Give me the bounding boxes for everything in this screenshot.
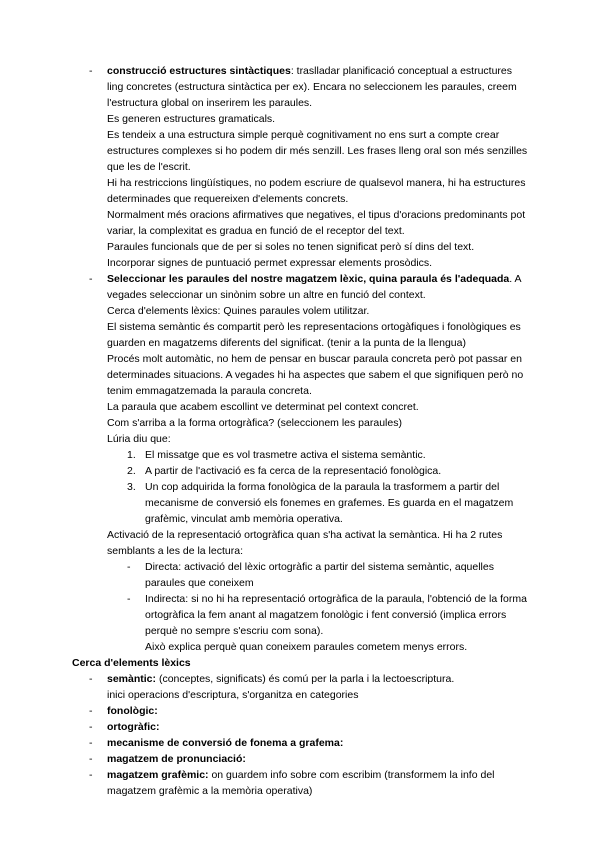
paragraph: Incorporar signes de puntuació permet expressar elements prosòdics. bbox=[107, 257, 433, 269]
list-item-seleccionar bbox=[0, 271, 600, 303]
section-heading: Cerca d'elements lèxics bbox=[72, 657, 191, 669]
item-title: ortogràfic: bbox=[107, 721, 160, 733]
item-text: (conceptes, significats) és comú per la parla i la lectoescriptura. bbox=[156, 673, 455, 685]
paragraph: Cerca d'elements lèxics: Quines paraules volem utilitzar. bbox=[107, 305, 370, 317]
bullet-dash: - bbox=[89, 705, 93, 717]
item-text: . A vegades seleccionar un sinònim sobre un altre en funció del context. bbox=[107, 273, 521, 301]
item-text: : traslladar planificació conceptual a estructures ling concretes (estructura sintàctica per ex). Encara no seleccionem les paraules, creem l'estructura global on inserirem les paraules. bbox=[107, 65, 517, 109]
bullet-dash: - bbox=[127, 593, 131, 605]
list-item-fonologic bbox=[0, 703, 600, 719]
paragraph: Activació de la representació ortogràfica quan s'ha activat la semàntica. Hi ha 2 rutes semblants a les de la lectura: bbox=[107, 529, 503, 557]
list-item-ortografic bbox=[0, 719, 600, 735]
list-item-construccio bbox=[0, 63, 600, 111]
paragraph: Es generen estructures gramaticals. bbox=[107, 113, 276, 125]
paragraph: Lúria diu que: bbox=[107, 433, 171, 445]
bullet-dash: - bbox=[89, 753, 93, 765]
list-item-mecanisme bbox=[0, 735, 600, 751]
list-item-semantic bbox=[0, 671, 600, 687]
paragraph: inici operacions d'escriptura, s'organitza en categories bbox=[107, 689, 359, 701]
sub-list-item-indirecta bbox=[0, 591, 600, 639]
numbered-item bbox=[0, 463, 600, 479]
bullet-dash: - bbox=[89, 721, 93, 733]
paragraph: Això explica perquè quan coneixem paraules cometem menys errors. bbox=[145, 641, 468, 653]
item-title: magatzem de pronunciació: bbox=[107, 753, 246, 765]
paragraph: La paraula que acabem escollint ve determinat pel context concret. bbox=[107, 401, 419, 413]
item-title: fonològic: bbox=[107, 705, 158, 717]
item-title: magatzem grafèmic: bbox=[107, 769, 209, 781]
numbered-item bbox=[0, 447, 600, 463]
list-item-pronunciacio bbox=[0, 751, 600, 767]
item-text: A partir de l'activació es fa cerca de la representació fonològica. bbox=[145, 465, 442, 477]
item-title: semàntic: bbox=[107, 673, 157, 685]
item-number: 3. bbox=[127, 481, 136, 493]
item-title: construcció estructures sintàctiques bbox=[107, 65, 291, 77]
document-page bbox=[0, 63, 600, 799]
paragraph: Com s'arriba a la forma ortogràfica? (seleccionem les paraules) bbox=[107, 417, 402, 429]
item-title: mecanisme de conversió de fonema a grafema: bbox=[107, 737, 344, 749]
paragraph: Normalment més oracions afirmatives que negatives, el tipus d'oracions predominants pot variar, la complexitat es gradua en funció de el receptor del text. bbox=[107, 209, 526, 237]
item-number: 1. bbox=[127, 449, 136, 461]
paragraph: Hi ha restriccions lingüístiques, no podem escriure de qualsevol manera, hi ha estructures determinades que requereixen d'elements concrets. bbox=[107, 177, 526, 205]
item-text: Un cop adquirida la forma fonològica de la paraula la trasformem a partir del mecanisme de conversió els fonemes en grafemes. Es guarda en el magatzem grafèmic, vinculat amb memòria operativa. bbox=[145, 481, 514, 525]
paragraph: El sistema semàntic és compartit però les representacions ortogàfiques i fonològiques es guarden en magatzems diferents del significat. (tenir a la punta de la llengua) bbox=[107, 321, 521, 349]
item-number: 2. bbox=[127, 465, 136, 477]
item-text: Directa: activació del lèxic ortogràfic a partir del sistema semàntic, aquelles paraules que coneixem bbox=[145, 561, 494, 589]
sub-list-item-directa bbox=[0, 559, 600, 591]
bullet-dash: - bbox=[127, 561, 131, 573]
bullet-dash: - bbox=[89, 65, 93, 77]
paragraph: Procés molt automàtic, no hem de pensar en buscar paraula concreta però pot passar en determinades situacions. A vegades hi ha aspectes que sabem el que signifiquen però no tenim emmagatzemada la paraula concreta. bbox=[107, 353, 524, 397]
bullet-dash: - bbox=[89, 273, 93, 285]
item-text: on guardem info sobre com escribim (transformem la info del magatzem grafèmic a la memòria operativa) bbox=[107, 769, 495, 797]
item-text: El missatge que es vol trasmetre activa el sistema semàntic. bbox=[145, 449, 426, 461]
item-title: Seleccionar les paraules del nostre magatzem lèxic, quina paraula és l'adequada bbox=[107, 273, 510, 285]
numbered-item bbox=[0, 479, 600, 527]
paragraph: Paraules funcionals que de per si soles no tenen significat però sí dins del text. bbox=[107, 241, 475, 253]
list-item-grafemic bbox=[0, 767, 600, 799]
bullet-dash: - bbox=[89, 737, 93, 749]
bullet-dash: - bbox=[89, 769, 93, 781]
item-text: Indirecta: si no hi ha representació ortogràfica de la paraula, l'obtenció de la forma ortogràfica la fem anant al magatzem fonològic i fent conversió (implica errors perquè no sempre s'escriu com sona). bbox=[145, 593, 527, 637]
paragraph: Es tendeix a una estructura simple perquè cognitivament no ens surt a compte crear estructures complexes si ho podem dir més senzill. Les frases lleng oral son més senzilles que les de l'escrit. bbox=[107, 129, 528, 173]
bullet-dash: - bbox=[89, 673, 93, 685]
